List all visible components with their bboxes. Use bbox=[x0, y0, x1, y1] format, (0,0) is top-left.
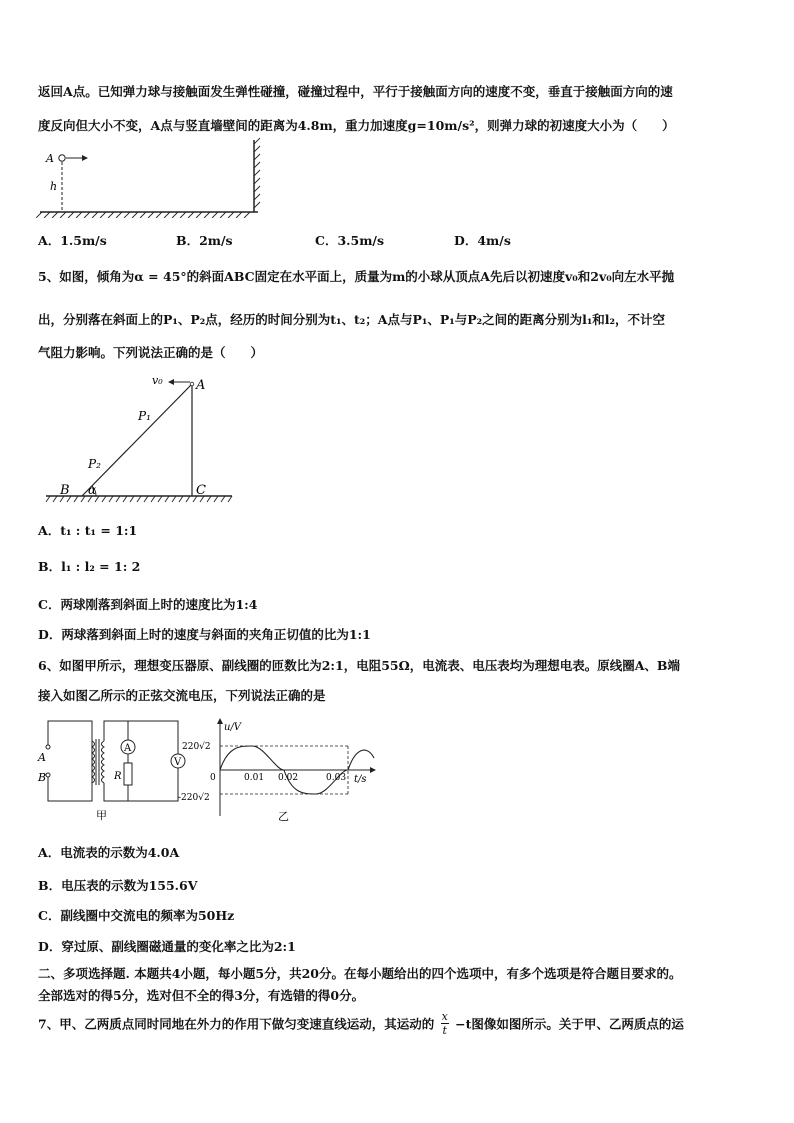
q5-option-a: A．t₁ : t₁ = 1:1 bbox=[38, 523, 138, 538]
label-a: A bbox=[46, 152, 54, 165]
q5-text-line-2: 出，分别落在斜面上的P₁、P₂点，经历的时间分别为t₁、t₂；A点与P₁、P₁与P₂之间的距离分别为l₁和l₂，不计空 bbox=[38, 312, 666, 327]
label-b: B bbox=[60, 483, 70, 498]
q4-text-line-1: 返回A点。已知弹力球与接触面发生弹性碰撞，碰撞过程中，平行于接触面方向的速度不变，垂直于接触面方向的速 bbox=[38, 84, 673, 99]
q7-text-pre: 7、甲、乙两质点同时同地在外力的作用下做匀变速直线运动，其运动的 bbox=[38, 1016, 435, 1032]
x-tick-002: 0.02 bbox=[278, 773, 299, 783]
q6-option-d: D．穿过原、副线圈磁通量的变化率之比为2:1 bbox=[38, 939, 296, 954]
x-axis-label: t/s bbox=[354, 774, 367, 785]
section2-heading-line-2: 全部选对的得5分，选对但不全的得3分，有选错的得0分。 bbox=[38, 988, 365, 1003]
q6-text-line-1: 6、如图甲所示，理想变压器原、副线圈的匝数比为2:1，电阻55Ω，电流表、电压表均为理想电表。原线圈A、B端 bbox=[38, 658, 680, 673]
terminal-a-label: A bbox=[38, 751, 46, 764]
q4-option-b: B．2m/s bbox=[176, 233, 233, 248]
q6-voltage-chart-yi bbox=[178, 718, 378, 824]
q6-option-a: A．电流表的示数为4.0A bbox=[38, 845, 180, 860]
figure-caption-yi: 乙 bbox=[278, 810, 289, 823]
resistor-label: R bbox=[114, 771, 122, 782]
q4-text-line-2: 度反向但大小不变，A点与竖直墙壁间的距离为4.8m，重力加速度g=10m/s²，则弹力球的初速度大小为（ ） bbox=[38, 118, 675, 133]
q6-text-line-2: 接入如图乙所示的正弦交流电压，下列说法正确的是 bbox=[38, 688, 326, 703]
q7-fraction-denominator: t bbox=[442, 1024, 447, 1037]
q4-option-c: C．3.5m/s bbox=[315, 233, 385, 248]
q4-option-a: A．1.5m/s bbox=[38, 233, 107, 248]
terminal-b-label: B bbox=[38, 771, 47, 784]
label-a: A bbox=[196, 378, 206, 393]
q6-circuit-figure-jia bbox=[36, 715, 186, 825]
label-alpha: α bbox=[88, 483, 97, 497]
voltmeter-label: V bbox=[174, 757, 182, 768]
y-axis-label: u/V bbox=[224, 722, 242, 733]
q7-text-post: −t图像如图所示。关于甲、乙两质点的运 bbox=[455, 1016, 684, 1032]
q5-option-c: C．两球刚落到斜面上时的速度比为1:4 bbox=[38, 597, 258, 612]
ammeter-label: A bbox=[124, 743, 132, 754]
resistor-r bbox=[124, 763, 132, 785]
q7-fraction-numerator: x bbox=[441, 1010, 448, 1023]
y-tick-zero: 0 bbox=[210, 773, 216, 783]
label-h: h bbox=[50, 180, 58, 193]
ball-a bbox=[59, 155, 65, 161]
y-tick-min: -220√2 bbox=[178, 793, 210, 803]
label-p2: P₂ bbox=[88, 457, 101, 471]
q4-figure bbox=[36, 138, 266, 218]
q6-option-c: C．副线圈中交流电的频率为50Hz bbox=[38, 908, 235, 923]
q4-option-d: D．4m/s bbox=[454, 233, 511, 248]
figure-caption-jia: 甲 bbox=[96, 809, 107, 822]
q7-fraction bbox=[441, 1010, 449, 1037]
q6-option-b: B．电压表的示数为155.6V bbox=[38, 878, 198, 893]
label-p1: P₁ bbox=[138, 409, 151, 423]
x-tick-003: 0.03 bbox=[326, 773, 347, 783]
q5-option-b: B．l₁ : l₂ = 1: 2 bbox=[38, 559, 141, 574]
q5-incline-figure bbox=[44, 372, 234, 506]
q5-text-line-3: 气阻力影响。下列说法正确的是（ ） bbox=[38, 345, 264, 360]
x-tick-001: 0.01 bbox=[244, 773, 265, 783]
label-v0: v₀ bbox=[152, 374, 163, 387]
y-tick-max: 220√2 bbox=[182, 742, 211, 752]
q7-text-line-1 bbox=[38, 1010, 756, 1044]
label-c: C bbox=[196, 483, 206, 498]
section2-heading-line-1: 二、多项选择题. 本题共4小题，每小题5分，共20分。在每小题给出的四个选项中，有多个选项是符合题目要求的。 bbox=[38, 966, 682, 981]
q5-option-d: D．两球落到斜面上时的速度与斜面的夹角正切值的比为1:1 bbox=[38, 627, 371, 642]
q5-text-line-1: 5、如图，倾角为α = 45°的斜面ABC固定在水平面上，质量为m的小球从顶点A先后以初速度v₀和2v₀向左水平抛 bbox=[38, 269, 675, 284]
incline-ab bbox=[82, 384, 192, 496]
